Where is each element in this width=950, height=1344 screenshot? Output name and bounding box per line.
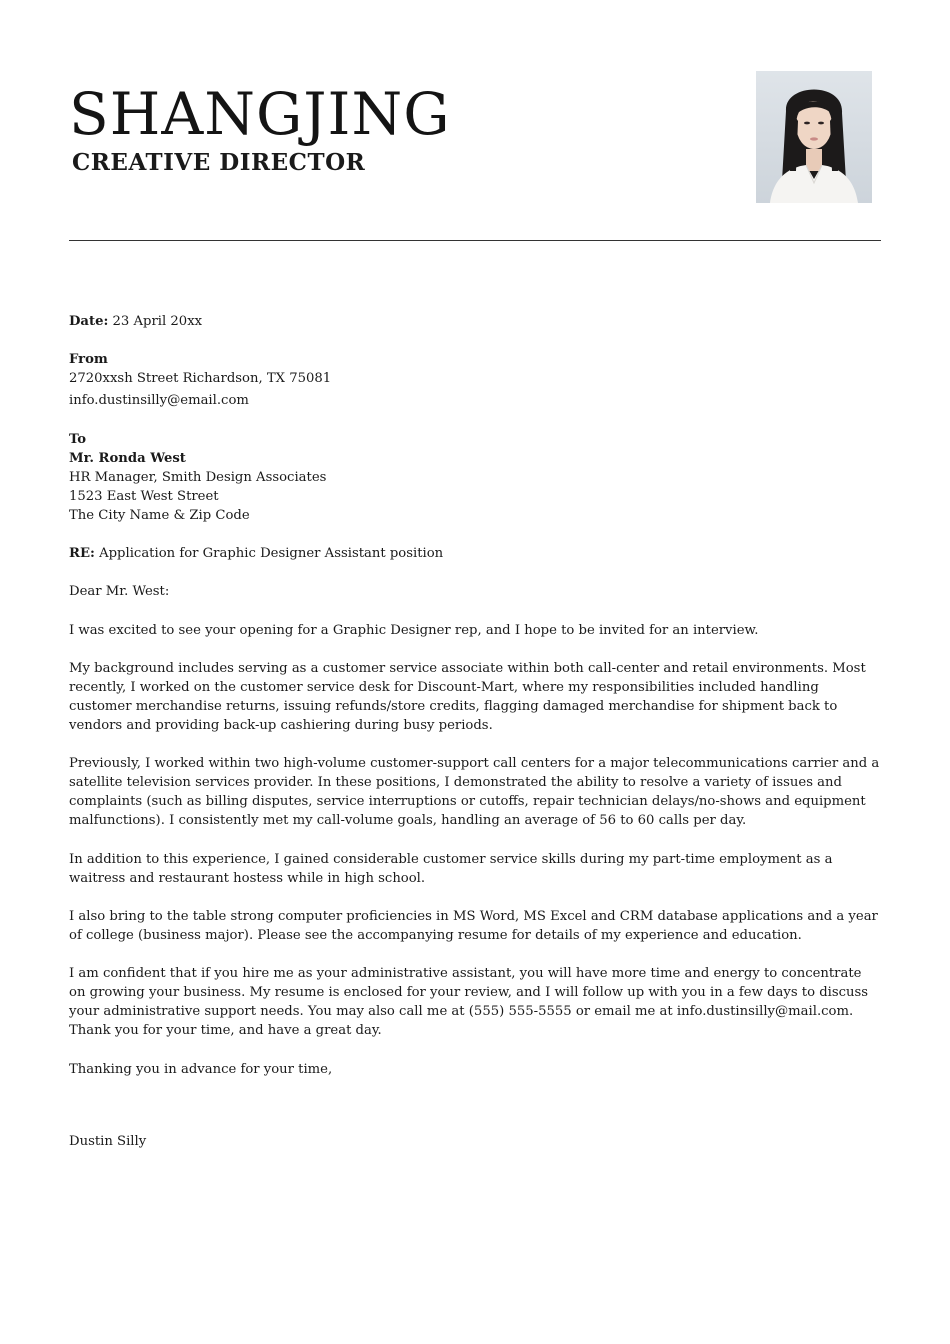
header-divider (69, 240, 881, 241)
applicant-title: CREATIVE DIRECTOR (72, 149, 366, 176)
from-email: info.dustinsilly@email.com (69, 393, 249, 409)
letter-body (69, 312, 881, 1151)
cover-letter-page (69, 0, 881, 1344)
recipient-line: HR Manager, Smith Design Associates (69, 469, 327, 485)
date-label: Date: (69, 314, 109, 329)
date-value: 23 April 20xx (112, 314, 203, 329)
salutation: Dear Mr. West: (69, 584, 170, 600)
to-label: To (69, 431, 87, 447)
from-label: From (69, 352, 108, 368)
re-label: RE: (69, 546, 95, 562)
body-paragraph: In addition to this experience, I gained considerable customer service skills during my part-time employment as a waitress and restaurant hostess while in high school. (69, 851, 833, 886)
date-line (69, 312, 881, 331)
body-paragraph: My background includes serving as a customer service associate within both call-center and retail environments. Most recently, I worked on the customer service desk for Discount-Mart, where my responsibilities included handling customer merchandise returns, issuing refunds/store credits, flagging damaged merchandise for shipment back to vendors and providing back-up cashiering during busy periods. (69, 660, 866, 733)
portrait-illustration (756, 71, 872, 203)
applicant-name: SHANGJING (69, 80, 451, 148)
re-line (69, 544, 881, 563)
body-paragraph: I also bring to the table strong computer proficiencies in MS Word, MS Excel and CRM database applications and a year of college (business major). Please see the accompanying resume for details of my experience and education. (69, 908, 878, 943)
closing-line: Thanking you in advance for your time, (69, 1061, 333, 1077)
recipient-line: The City Name & Zip Code (69, 507, 250, 523)
body-paragraph: I am confident that if you hire me as your administrative assistant, you will have more time and energy to concentrate on growing your business. My resume is enclosed for your review, and I will follow up with you in a few days to discuss your administrative support needs. You may also call me at (555) 555-5555 or email me at info.dustinsilly@mail.com. Thank you for your time, and have a great day. (69, 966, 869, 1039)
body-paragraph: Previously, I worked within two high-volume customer-support call centers for a major telecommunications carrier and a satellite television services provider. In these positions, I demonstrated the ability to resolve a variety of issues and complaints (such as billing disputes, service interruptions or cutoffs, repair technician delays/no-shows and equipment malfunctions). I consistently met my call-volume goals, handling an average of 56 to 60 calls per day. (69, 756, 880, 829)
recipient-name: Mr. Ronda West (69, 450, 186, 466)
body-paragraph: I was excited to see your opening for a Graphic Designer rep, and I hope to be invited for an interview. (69, 622, 759, 638)
recipient-line: 1523 East West Street (69, 488, 219, 504)
signature-name: Dustin Silly (69, 1133, 147, 1149)
re-value: Application for Graphic Designer Assistant position (99, 546, 444, 562)
from-address: 2720xxsh Street Richardson, TX 75081 (69, 371, 332, 387)
portrait-photo (756, 71, 872, 203)
